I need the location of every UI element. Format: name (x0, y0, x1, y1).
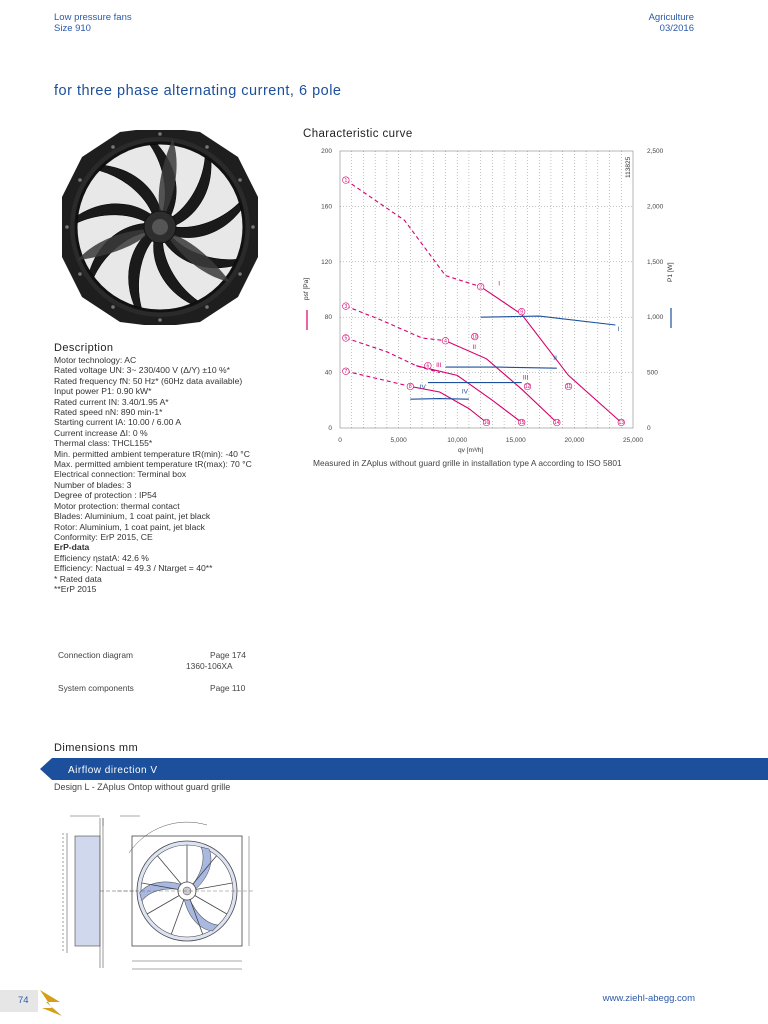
operating-point-label: 4 (444, 338, 447, 345)
operating-point-label: 3 (344, 303, 348, 310)
description-title: Description (54, 342, 114, 354)
y-right-tick-label: 1,500 (647, 258, 664, 266)
connection-diagram-label: Connection diagram (58, 650, 133, 660)
chart-grid (340, 151, 633, 428)
description-line: Efficiency: Nactual = 49.3 / Ntarget = 40** (54, 563, 213, 574)
header-category: Agriculture (648, 12, 694, 23)
operating-point-label: 1 (344, 177, 348, 184)
airflow-label: Airflow direction V (68, 765, 158, 776)
operating-point-label: 2 (479, 284, 483, 291)
operating-point-label: 9 (520, 309, 524, 316)
description-line: Motor technology: AC (54, 355, 137, 365)
operating-point-label: 6 (426, 363, 430, 370)
pressure-curve-dashed (344, 177, 481, 287)
chart-curves (344, 177, 621, 422)
chart-section-title: Characteristic curve (303, 128, 413, 140)
operating-point-label: 13 (618, 420, 625, 427)
description-line: Rated voltage UN: 3~ 230/400 V (Δ/Y) ±10 %* (54, 365, 230, 376)
x-tick-label: 25,000 (623, 437, 643, 444)
description-line: Thermal class: THCL155* (54, 438, 153, 449)
pressure-curve-iv (410, 386, 486, 422)
chart-code: 113825 (625, 156, 632, 178)
description-line: Number of blades: 3 (54, 479, 132, 490)
curve-label: I (617, 326, 620, 334)
operating-point-label: 15 (518, 420, 525, 427)
pressure-curve-ii (446, 341, 557, 423)
curve-label: IV (461, 388, 469, 396)
description-line: Blades: Aluminium, 1 coat paint, jet black (54, 511, 211, 522)
dimensions-title: Dimensions mm (54, 742, 139, 754)
operating-point-label: 14 (554, 420, 560, 427)
pressure-curve-dashed (344, 303, 446, 341)
description-line: Current increase ΔI: 0 % (54, 427, 148, 438)
curve-label: II (553, 355, 557, 363)
chart-caption: Measured in ZAplus without guard grille in installation type A according to ISO 5801 (313, 458, 622, 468)
page-title: for three phase alternating current, 6 pole (54, 83, 342, 99)
description-line: Max. permitted ambient temperature tR(max): 70 °C (54, 459, 252, 470)
header-left (54, 12, 132, 34)
description-line: Degree of protection : IP54 (54, 490, 157, 501)
description-line: Input power P1: 0.90 kW* (54, 386, 152, 397)
connection-diagram-code: 1360-106XA (186, 661, 233, 671)
system-components-label: System components (58, 683, 134, 693)
operating-point-label: 5 (344, 335, 348, 342)
power-curve-ii (446, 367, 557, 368)
operating-point-label: 7 (344, 368, 348, 375)
page-number: 74 (18, 995, 29, 1006)
operating-point-label: 8 (408, 384, 412, 391)
x-tick-label: 5,000 (390, 437, 407, 444)
curve-label: III (436, 362, 442, 370)
x-tick-label: 10,000 (447, 437, 468, 444)
curve-label: II (472, 344, 477, 352)
pressure-curve-dashed (344, 368, 410, 386)
y-axis-left-label: psf [Pa] (303, 277, 310, 300)
description-line: Starting current IA: 10.00 / 6.00 A (54, 417, 182, 428)
y-right-tick-label: 0 (647, 425, 651, 432)
header-product-line: Low pressure fans (54, 12, 132, 23)
y-right-tick-label: 2,500 (647, 148, 664, 155)
y-right-tick-label: 500 (647, 369, 658, 377)
description-line: Conformity: ErP 2015, CE (54, 531, 153, 542)
y-left-tick-label: 200 (321, 148, 332, 155)
footer-url[interactable]: www.ziehl-abegg.com (602, 993, 695, 1004)
description-list (54, 355, 304, 594)
ziehl-abegg-logo-icon (38, 988, 64, 1018)
x-axis-label: qv [m³/h] (458, 447, 484, 454)
plot-frame (340, 151, 633, 428)
operating-point-label: 10 (471, 334, 478, 341)
header-size: Size 910 (54, 23, 91, 34)
connection-diagram-page[interactable]: Page 174 (210, 650, 246, 660)
dimension-drawing (55, 808, 255, 978)
power-curve-i (481, 316, 616, 325)
y-left-tick-label: 40 (324, 369, 332, 377)
operating-point-label: 16 (483, 420, 490, 427)
power-curve-iv (410, 399, 469, 400)
fan-product-image (55, 130, 265, 325)
operating-point-label: 11 (565, 384, 572, 391)
x-tick-label: 0 (338, 437, 342, 444)
description-line: **ErP 2015 (54, 583, 97, 594)
description-line: Motor protection: thermal contact (54, 500, 180, 511)
system-components-page[interactable]: Page 110 (210, 683, 246, 693)
chart-marks (343, 177, 625, 426)
y-right-tick-label: 1,000 (647, 314, 664, 322)
description-line: Rotor: Aluminium, 1 coat paint, jet black (54, 521, 205, 532)
description-line: * Rated data (54, 573, 102, 584)
y-right-tick-label: 2,000 (647, 203, 664, 211)
airflow-bar (40, 758, 768, 780)
description-line: Efficiency ηstatA: 42.6 % (54, 552, 149, 563)
description-line: Rated frequency fN: 50 Hz* (60Hz data available) (54, 375, 243, 386)
y-left-tick-label: 0 (328, 425, 332, 432)
y-left-tick-label: 160 (321, 203, 332, 211)
operating-point-label: 12 (524, 384, 531, 391)
x-tick-label: 20,000 (564, 437, 585, 444)
curve-label: III (522, 374, 529, 382)
description-line: Rated speed nN: 890 min-1* (54, 407, 163, 418)
header-date: 03/2016 (659, 23, 694, 34)
x-tick-label: 15,000 (505, 437, 526, 444)
curve-label: I (498, 280, 501, 288)
description-line: ErP-data (54, 542, 90, 553)
header-right (649, 12, 694, 34)
y-axis-right-label: P1 [W] (667, 262, 674, 282)
description-line: Min. permitted ambient temperature tR(min): -40 °C (54, 448, 250, 459)
description-line: Electrical connection: Terminal box (54, 469, 187, 480)
characteristic-curve-chart (290, 140, 680, 455)
description-line: Rated current IN: 3.40/1.95 A* (54, 396, 169, 407)
y-left-tick-label: 120 (321, 258, 332, 266)
design-caption: Design L - ZAplus Ontop without guard grille (54, 782, 231, 792)
y-left-tick-label: 80 (324, 314, 332, 322)
curve-label: IV (419, 384, 426, 392)
